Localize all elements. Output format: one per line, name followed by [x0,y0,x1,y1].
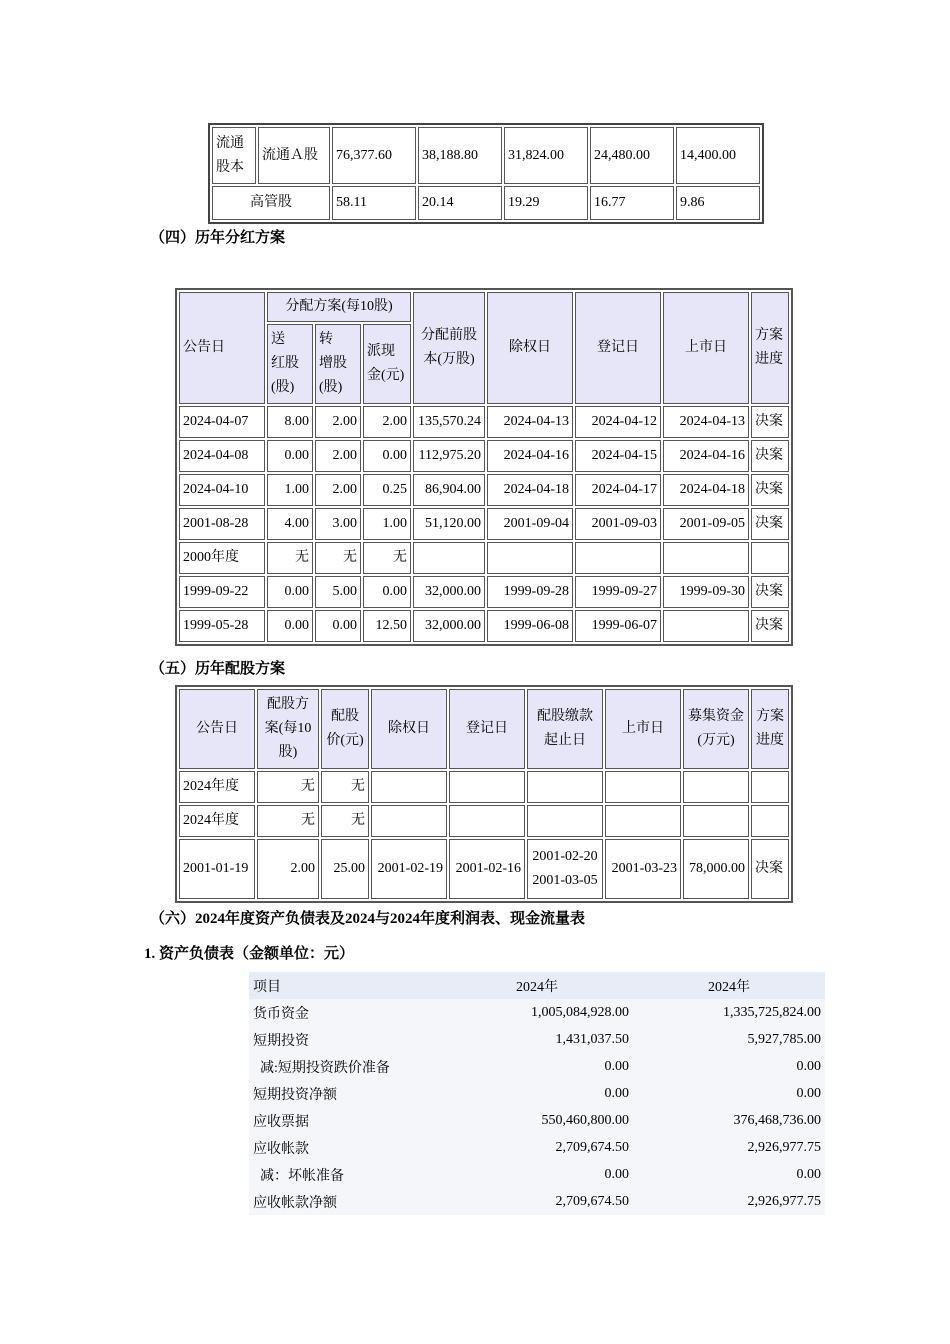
table-cell: 2001-09-03 [575,508,661,540]
table-cell: 31,824.00 [504,127,588,184]
table-cell: 38,188.80 [418,127,502,184]
row-date: 2024年度 [179,771,255,803]
row-date: 1999-09-22 [179,576,265,608]
table-cell [371,805,447,837]
table-cell [751,542,789,574]
table-cell: 无 [257,805,319,837]
table-cell: 无 [267,542,313,574]
table-row [179,440,789,472]
table-row [179,771,789,803]
table-cell: 2.00 [315,474,361,506]
table-cell [413,542,485,574]
row-date: 2000年度 [179,542,265,574]
table-cell: 8.00 [267,406,313,438]
table-cell: 112,975.20 [413,440,485,472]
table-cell: 0.00 [363,440,411,472]
table-cell: 无 [257,771,319,803]
row-date: 1999-05-28 [179,610,265,642]
table-row [249,1107,825,1134]
column-header: 上市日 [663,292,749,404]
table-cell [449,771,525,803]
table-cell: 0.00 [267,576,313,608]
table-cell: 24,480.00 [590,127,674,184]
table-cell: 76,377.60 [332,127,416,184]
table-cell: 1.00 [267,474,313,506]
table-cell: 决案 [751,576,789,608]
table-cell: 0.25 [363,474,411,506]
column-header: 方案进度 [751,292,789,404]
column-group-header: 分配方案(每10股) [267,292,411,322]
column-header: 登记日 [449,689,525,769]
table-cell: 2024-04-15 [575,440,661,472]
table-cell: 1999-09-30 [663,576,749,608]
table-cell: 2001-09-05 [663,508,749,540]
table-cell: 决案 [751,839,789,899]
table-cell: 86,904.00 [413,474,485,506]
table-cell: 0.00 [267,610,313,642]
table-row [179,406,789,438]
column-header: 公告日 [179,689,255,769]
row-date: 2024-04-10 [179,474,265,506]
row-date: 2024-04-07 [179,406,265,438]
column-header: 方案进度 [751,689,789,769]
table-cell [683,805,749,837]
table-cell: 2024-04-17 [575,474,661,506]
column-header: 公告日 [179,292,265,404]
table-cell: 2001-03-23 [605,839,681,899]
table-cell [663,542,749,574]
table-row [249,1053,825,1080]
row-label: 减:短期投资跌价准备 [249,1053,441,1080]
table-cell: 2,709,674.50 [441,1188,633,1215]
column-header: 转 增股(股) [315,324,361,404]
table-cell: 0.00 [633,1161,825,1188]
table-row [179,610,789,642]
table-row [249,999,825,1026]
table-cell: 0.00 [633,1053,825,1080]
column-header: 登记日 [575,292,661,404]
table-cell: 2001-09-04 [487,508,573,540]
row-label: 短期投资净额 [249,1080,441,1107]
table-cell: 1,335,725,824.00 [633,999,825,1026]
table-cell: 2,926,977.75 [633,1134,825,1161]
table-cell: 0.00 [441,1080,633,1107]
table-cell: 无 [321,771,369,803]
table-cell: 2024-04-18 [487,474,573,506]
table-cell: 2.00 [315,406,361,438]
table-cell: 1.00 [363,508,411,540]
row-date: 2001-08-28 [179,508,265,540]
table-cell [575,542,661,574]
column-header: 配股缴款起止日 [527,689,603,769]
table-row [212,127,760,184]
table-cell: 决案 [751,610,789,642]
table-cell: 25.00 [321,839,369,899]
table-cell: 2001-02-16 [449,839,525,899]
column-header: 除权日 [371,689,447,769]
table-cell: 2024-04-13 [663,406,749,438]
column-header: 募集资金(万元) [683,689,749,769]
table-cell: 1999-06-08 [487,610,573,642]
column-header: 上市日 [605,689,681,769]
table-row [179,576,789,608]
rights-issue-table [175,685,793,903]
table-cell: 2001-02-19 [371,839,447,899]
table-cell: 3.00 [315,508,361,540]
payment-period-cell [527,839,603,899]
table-cell: 78,000.00 [683,839,749,899]
table-cell: 0.00 [315,610,361,642]
row-label: 应收帐款 [249,1134,441,1161]
table-header-row [179,292,789,322]
column-header: 2024年 [441,972,633,999]
row-label: 应收票据 [249,1107,441,1134]
subsection-heading: 1. 资产负债表（金额单位：元） [144,946,355,962]
table-cell: 无 [363,542,411,574]
table-cell: 2,926,977.75 [633,1188,825,1215]
table-row [212,186,760,220]
payment-start: 2001-02-20 [532,849,598,864]
table-cell: 32,000.00 [413,576,485,608]
table-cell: 1999-06-07 [575,610,661,642]
row-date: 2001-01-19 [179,839,255,899]
table-cell: 2024-04-16 [487,440,573,472]
table-cell [371,771,447,803]
table-row [249,1134,825,1161]
table-cell: 1999-09-27 [575,576,661,608]
column-header: 配股价(元) [321,689,369,769]
table-cell: 决案 [751,406,789,438]
table-cell [683,771,749,803]
column-header: 送 红股(股) [267,324,313,404]
table-cell: 2024-04-18 [663,474,749,506]
table-cell: 9.86 [676,186,760,220]
table-row [249,1161,825,1188]
table-cell: 12.50 [363,610,411,642]
table-cell: 2.00 [257,839,319,899]
share-structure-table [208,123,764,224]
table-cell: 2.00 [363,406,411,438]
table-cell: 2,709,674.50 [441,1134,633,1161]
table-cell: 1999-09-28 [487,576,573,608]
table-cell: 376,468,736.00 [633,1107,825,1134]
table-cell: 4.00 [267,508,313,540]
table-cell: 5.00 [315,576,361,608]
row-label: 货币资金 [249,999,441,1026]
table-row [179,839,789,899]
table-cell: 决案 [751,508,789,540]
row-label: 高管股 [212,186,330,220]
table-cell: 550,460,800.00 [441,1107,633,1134]
table-cell [487,542,573,574]
table-cell: 5,927,785.00 [633,1026,825,1053]
table-header-row [249,972,825,999]
table-row [179,542,789,574]
table-cell: 决案 [751,440,789,472]
table-cell: 无 [321,805,369,837]
column-header: 配股方案(每10股) [257,689,319,769]
payment-period-cell [527,771,603,803]
payment-period-cell [527,805,603,837]
table-cell: 无 [315,542,361,574]
table-cell: 135,570.24 [413,406,485,438]
table-cell: 0.00 [633,1080,825,1107]
table-cell: 0.00 [363,576,411,608]
table-row [179,805,789,837]
column-header: 派现金(元) [363,324,411,404]
table-row [249,1080,825,1107]
table-cell: 2024-04-12 [575,406,661,438]
table-cell [751,771,789,803]
table-cell: 14,400.00 [676,127,760,184]
table-cell: 0.00 [441,1053,633,1080]
table-cell: 1,005,084,928.00 [441,999,633,1026]
table-row [249,1188,825,1215]
table-cell: 16.77 [590,186,674,220]
table-cell: 0.00 [267,440,313,472]
table-cell: 决案 [751,474,789,506]
table-cell [663,610,749,642]
table-cell: 2.00 [315,440,361,472]
table-cell: 32,000.00 [413,610,485,642]
column-header: 2024年 [633,972,825,999]
column-header: 除权日 [487,292,573,404]
table-row [249,1026,825,1053]
table-cell [751,805,789,837]
table-cell: 58.11 [332,186,416,220]
section-heading: （五）历年配股方案 [150,661,286,677]
balance-sheet-table [249,972,825,1215]
table-cell [449,805,525,837]
section-heading: （四）历年分红方案 [150,230,286,246]
table-cell: 1,431,037.50 [441,1026,633,1053]
table-cell: 51,120.00 [413,508,485,540]
row-date: 2024-04-08 [179,440,265,472]
column-header: 项目 [249,972,441,999]
table-cell: 20.14 [418,186,502,220]
table-cell: 2024-04-13 [487,406,573,438]
table-row [179,474,789,506]
row-date: 2024年度 [179,805,255,837]
row-label: 减：坏帐准备 [249,1161,441,1188]
section-heading: （六）2024年度资产负债表及2024与2024年度利润表、现金流量表 [150,911,586,927]
dividend-table [175,288,793,646]
row-label: 应收帐款净额 [249,1188,441,1215]
table-cell: 19.29 [504,186,588,220]
table-cell [605,805,681,837]
table-row [179,508,789,540]
table-cell: 0.00 [441,1161,633,1188]
table-cell [605,771,681,803]
table-header-row [179,689,789,769]
column-header: 分配前股本(万股) [413,292,485,404]
table-cell: 2024-04-16 [663,440,749,472]
row-label: 流通Ａ股 [258,127,330,184]
row-label: 短期投资 [249,1026,441,1053]
row-group-label: 流通股本 [212,127,256,184]
payment-end: 2001-03-05 [532,873,598,888]
